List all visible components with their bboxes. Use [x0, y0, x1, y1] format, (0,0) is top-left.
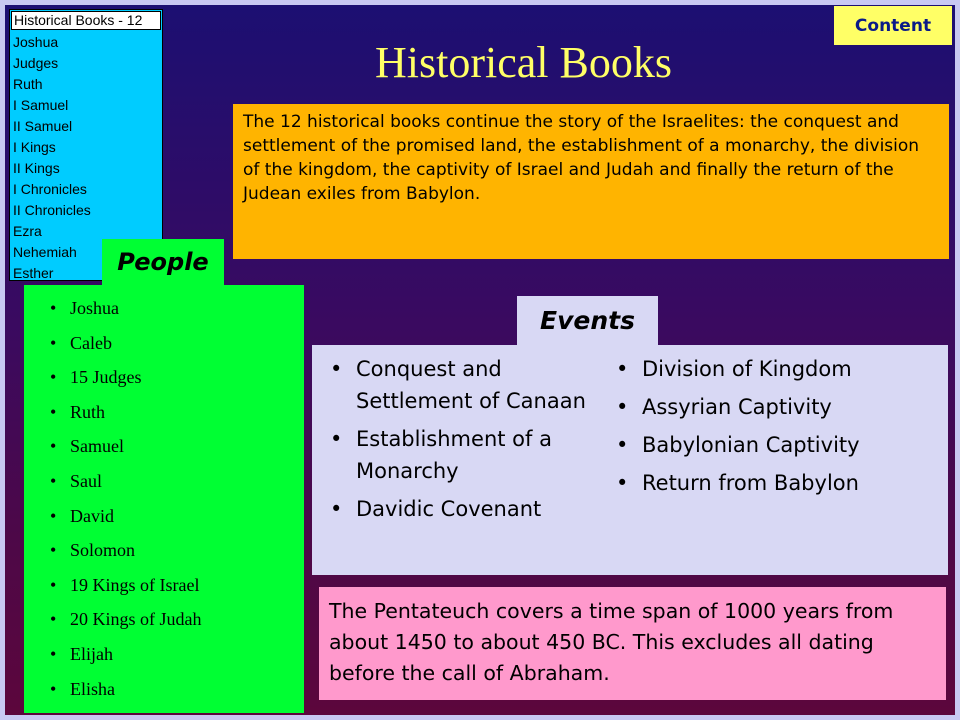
- slide: [5, 5, 955, 715]
- person-item: • 15 Judges: [50, 360, 304, 395]
- events-left-column: [324, 353, 604, 531]
- person-item: • 19 Kings of Israel: [50, 568, 304, 603]
- event-item: • Assyrian Captivity: [610, 391, 944, 423]
- event-item: • Davidic Covenant: [324, 493, 604, 525]
- page-title: Historical Books: [375, 38, 672, 87]
- book-item[interactable]: I Samuel: [13, 97, 69, 113]
- person-item: • Joshua: [50, 291, 304, 326]
- books-list-title: Historical Books - 12: [11, 11, 161, 30]
- content-button[interactable]: Content: [834, 6, 952, 45]
- events-panel: [312, 345, 948, 575]
- people-panel: [24, 285, 304, 713]
- intro-text: The 12 historical books continue the story of the Israelites: the conquest and settlement of the promised land, the establishment of a monarchy, the division of the kingdom, the captivity of Israel and Judah and finally the return of the Judean exiles from Babylon.: [233, 104, 949, 259]
- person-item: • Ruth: [50, 395, 304, 430]
- person-item: • Caleb: [50, 326, 304, 361]
- person-item: • 20 Kings of Judah: [50, 602, 304, 637]
- book-item[interactable]: I Kings: [13, 139, 56, 155]
- person-item: • Saul: [50, 464, 304, 499]
- person-item: • Samuel: [50, 429, 304, 464]
- event-item: • Return from Babylon: [610, 467, 944, 499]
- book-item[interactable]: Esther: [13, 265, 54, 281]
- event-item: • Division of Kingdom: [610, 353, 944, 385]
- book-item[interactable]: I Chronicles: [13, 181, 87, 197]
- person-item: • Elijah: [50, 637, 304, 672]
- person-item: • Solomon: [50, 533, 304, 568]
- book-item[interactable]: Ezra: [13, 223, 42, 239]
- people-list: [24, 291, 304, 706]
- book-item[interactable]: II Samuel: [13, 118, 73, 134]
- event-item: • Conquest and Settlement of Canaan: [324, 353, 604, 417]
- event-item: • Establishment of a Monarchy: [324, 423, 604, 487]
- people-heading: People: [102, 239, 224, 285]
- book-item[interactable]: Judges: [13, 55, 59, 71]
- book-item[interactable]: Joshua: [13, 34, 59, 50]
- event-item: • Babylonian Captivity: [610, 429, 944, 461]
- book-item[interactable]: Nehemiah: [13, 244, 77, 260]
- book-item[interactable]: II Chronicles: [13, 202, 91, 218]
- events-heading: Events: [517, 296, 658, 345]
- book-item[interactable]: Ruth: [13, 76, 43, 92]
- person-item: • Elisha: [50, 672, 304, 707]
- timespan-note: The Pentateuch covers a time span of 1000 years from about 1450 to about 450 BC. This excludes all dating before the call of Abraham.: [319, 587, 946, 700]
- events-right-column: [610, 353, 944, 505]
- book-item[interactable]: II Kings: [13, 160, 60, 176]
- person-item: • David: [50, 499, 304, 534]
